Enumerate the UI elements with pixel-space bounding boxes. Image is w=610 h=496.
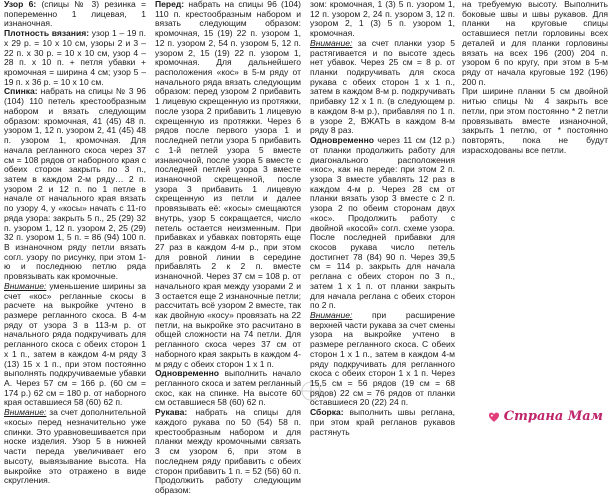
note-heading: Внимание:: [4, 407, 47, 418]
simultaneously-text: выполнить начало регланного скоса и затем регланный скос, как на спинке. На высоте 60 см оставшиеся 58 (60) 62 п.: [155, 368, 301, 408]
text-column-1: [4, 0, 147, 486]
note-text: за счет дополнительной «косы» перед незначительно уже спинки. Это уравновешивается при носке изделия. Узор 5 в нижней части переда увеличивает его высоту, вывязывание высота. На выкройке это отражено в виде скругления.: [4, 407, 146, 486]
note-text: уменьшение ширины за счет «кос» регланные скосы в расчете на выкройке учтено в размере регланного скоса. В 4-м ряду от узора 3 в 113-м р. от начального ряда подкручивать для регланного скоса с обеих сторон 1 x 1 п., затем в каждом 4-м ряду 3 (13) 15 x 1 п., при этом постоянно выполнять подкручиваемые убавки А. Через 57 см = 166 р. (60 см = 174 р.) 62 см = 180 р. от наборного края оставшиеся 58 (60) 62 п.: [4, 280, 146, 408]
text-column-4: [462, 0, 608, 427]
binding-off-text: При ширине планки 5 см двойной нитью спицы № 4 закрыть все петли, при этом постоянно * 2 петли провязывать вместе изнаночной, закрыть 1 петлю, от * постоянно повторять, пока не будут израсходованы все петли.: [462, 86, 608, 155]
sleeves-heading: Рукава:: [155, 407, 188, 418]
site-watermark: [484, 408, 606, 425]
density-heading: Плотность вязания:: [4, 28, 90, 39]
simultaneously-text: через 11 см (12 р.) от планки продолжить работу для диагонального расположения «кос», как на переде: при этом 2 п. узора 3 вместе убавлять 12 раз в каждом 4-м р. Через 28 см от планки вязать узор 3 вместе с 2 п. узора 2 по обеим сторонам двух «кос». Продолжить работу с двойной «косой» согл. схеме узора. После последней прибавки для скосов рукава число петель достигнет 78 (84) 90 п. Через 39,5 см = 114 р. закрыть для начала реглана с обеих сторон по 3 п., затем 1 x 1 п. от планки закрыть для начала реглана с обеих сторон по 2 п.: [310, 135, 455, 311]
front-heading: Перед:: [155, 0, 185, 9]
paragraph-note-2: [4, 408, 146, 486]
note-heading: Внимание:: [310, 37, 353, 48]
text-column-2: [155, 0, 301, 495]
paragraph-assembly: [310, 408, 455, 437]
paragraph-note-3: [310, 39, 455, 136]
assembly-heading: Сборка:: [310, 407, 344, 418]
density-text: узор 1 – 19 п. x 29 р. = 10 x 10 см, узоры 2 и 3 – 22 п. x 30 р. = 10 x 10 см, узор 4 – 28 п. x 10 п. + петля убавки + кромочная = ширина 4 см; узор 5 – 19 п. x 36 р. = 10 x 10 см.: [4, 28, 146, 87]
note-text: при расширение верхней части рукава за счет смены узора на выкройке учтено в размере регланного скоса. С обеих сторон 1 x 1 п., затем в каждом 4-м ряду подкручивать для регланного скоса с обеих сторон 1 x 1 п. Через 15,5 см = 56 рядов (19 см = 68 рядов) 22 см = 76 рядов от планки оставшиеся 20 (22) 24 п.: [310, 310, 455, 408]
paragraph-note-4: [310, 311, 455, 408]
paragraph-pattern-6: [4, 0, 146, 29]
paragraph-sleeves: [155, 408, 301, 495]
pattern-6-heading: Узор 6:: [4, 0, 37, 9]
paragraph-simultaneously: [155, 369, 301, 408]
finishing-text: на требуемую высоту. Выполнить боковые швы и швы рукавов. Для планки на круговые спицы оставшиеся петли горловины всех деталей и для планки горловины вязать на всех 196 (200) 204 п. узором 6 по кругу, при этом в 5-м ряду от начала круговые 192 (196) 200 п.: [462, 0, 608, 87]
watermark-text: Страна Мам: [503, 409, 603, 424]
back-text: набрать на спицы № 3 96 (104) 110 петель крестообразным набором и вязать следующим образом: кромочная, 41 (45) 48 п. узором 1, 12 п. узором 2, 41 (45) 48 п. узором 1, кромочная. Для начала регланного скоса через 37 см = 108 рядов от наборного края с обеих сторон закрыть по 3 п., затем в каждом 2-м ряду… 2 п. узором 2 и 12 п. по 1 петле в начале от начального края вязать по узору 4, у «косы» начать с 11-го ряда узора: закрыть 5 п., 25 (29) 32 п. узором 1, 12 п. узором 2, 25 (29) 32 п. узором 1, 5 п. = 86 (94) 100 п. В изнаночном ряду петли вязать согл. узору по рисунку, при этом 1-ю и последнюю петлю ряда провязывать как кромочные.: [4, 86, 146, 282]
heart-icon: [487, 410, 501, 424]
front-text: набрать на спицы 96 (104) 110 п. крестообразным набором и вязать следующим образом: кромочная, 15 (19) 22 п. узором 1, 12 п. узором 2, 54 п. узором 5, 12 п. узором 2, 15 (19) 22 п. узором 1, кромочная. Для дальнейшего расположения «кос» в 5-м ряду от начального ряда вязать следующим образом: перед узором 2 прибавить 1 лицевую скрещенную из протяжки, после узора 2 прибавить 1 лицевую скрещенную из протяжки. Через 6 рядов после первого узора 1 и последней петли узора 5 прибавить с 1-й петлей узора 5 вместе изнаночной, после узора 5 вместе с последней петлей узора 3 вместе изнаночной скрещенной, после узора 3 прибавить 1 лицевую скрещенную из петли и далее провязывать её: «косы» смещаются внутрь, узор 5 сокращается, число петель остается неизменным. При прибавках и убавках повторять еще 27 раз в каждом 4-м р., при этом для ровной линии в середине прибавлять 2 к 2 п. вместе изнаночной. Через 37 см = 108 р. от начального края между узорами 2 и 3 остается еще 2 изнаночные петли; рассчитать всё узором 2 вместе, так как двойную «косу» провязать на 22 петли, на выкройке это расчитано в общей сложности на 74 петли. Для регланного скоса через 37 см от наборного края закрыть в каждом 4-м ряду с обеих сторон 1 x 1 п.: [155, 0, 301, 369]
paragraph-binding-off: [462, 87, 608, 155]
simultaneously-heading: Одновременно: [310, 135, 374, 146]
paragraph-note-1: [4, 282, 146, 408]
back-heading: Спинка:: [4, 86, 38, 97]
paragraph-density: [4, 29, 146, 87]
pattern-6-text: (спицы № 3) резинка = попеременно 1 лицевая, 1 изнаночная.: [4, 0, 147, 29]
simultaneously-heading: Одновременно: [155, 368, 219, 379]
center-registration-icon: [300, 380, 322, 402]
note-heading: Внимание:: [4, 280, 47, 291]
paragraph-back: [4, 87, 146, 281]
paragraph-finishing: [462, 0, 608, 87]
paragraph-front: [155, 0, 301, 369]
assembly-text: выполнить швы реглана, при этом край регланов рукавов растянуть: [310, 407, 455, 437]
sleeve-pattern-text: зом: кромочная, 1 (3) 5 п. узором 1, 12 п. узором 2, 24 п. узором 3, 12 п. узором 2, 1 (3) 5 п. узором 1, кромочная.: [310, 0, 455, 39]
note-heading: Внимание:: [310, 310, 353, 320]
paragraph-sleeve-pattern: [310, 0, 455, 39]
note-text: за счет планки узор 5 растягивается и по высоте здесь нет убавок. Через 25 см = 8 р. от планки подкручивать для скоса рукава с обеих сторон 1 x 1 п., затем в каждом 8-м р. подкручивать прибавку 12 x 1 п. (в следующем р. в каждом 8-м р.), прибавляя по 1 п. в узоре 2, ВЖАТЬ в каждом 8-м ряду 8 раз.: [310, 37, 455, 136]
sleeves-text: набрать на спицы для каждого рукава по 50 (54) 58 п. крестообразным набором и для планки между кромочными связать 3 см узором 6, при этом в последнем ряду прибавить с обеих сторон прибавить 1 п. = 52 (56) 60 п. Продолжить работу следующим образом:: [155, 407, 301, 495]
text-column-3: [310, 0, 455, 437]
paragraph-simultaneously-2: [310, 136, 455, 311]
